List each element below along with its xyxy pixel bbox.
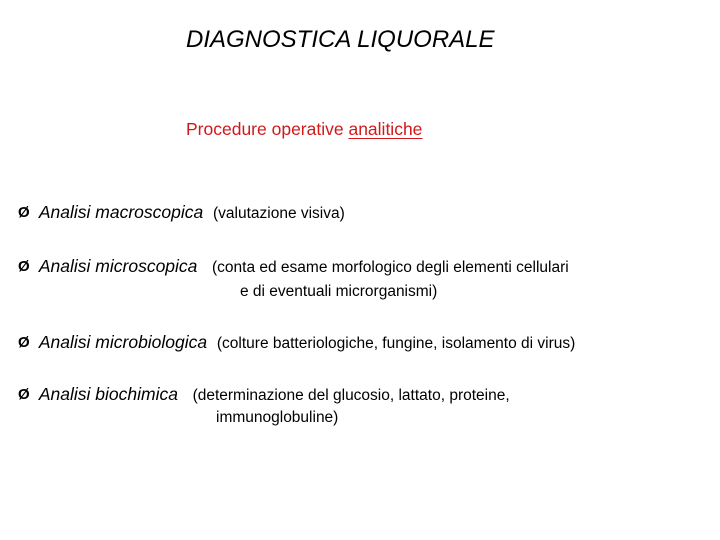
item-description: (valutazione visiva) bbox=[212, 205, 345, 222]
list-item-biochimica bbox=[18, 384, 510, 405]
list-item-microscopica bbox=[18, 256, 569, 277]
item-description: (determinazione del glucosio, lattato, proteine, bbox=[192, 387, 510, 404]
item-description: (colture batteriologiche, fungine, isolamento di virus) bbox=[216, 335, 576, 352]
page-title: DIAGNOSTICA LIQUORALE bbox=[186, 26, 495, 53]
item-term: Analisi biochimica bbox=[38, 384, 178, 404]
list-item-microbiologica bbox=[18, 332, 575, 353]
item-term: Analisi microbiologica bbox=[38, 332, 208, 352]
item-term: Analisi macroscopica bbox=[38, 202, 204, 222]
subtitle bbox=[186, 119, 422, 140]
subtitle-text: Procedure operative bbox=[186, 119, 349, 139]
arrow-bullet-icon: Ø bbox=[18, 204, 30, 221]
arrow-bullet-icon: Ø bbox=[18, 258, 30, 275]
subtitle-underlined-text: analitiche bbox=[348, 119, 423, 139]
list-item-macroscopica bbox=[18, 202, 345, 223]
item-description: (conta ed esame morfologico degli elementi cellulari bbox=[212, 259, 569, 276]
item-description-continuation: e di eventuali microrganismi) bbox=[240, 283, 438, 300]
arrow-bullet-icon: Ø bbox=[18, 334, 30, 351]
item-term: Analisi microscopica bbox=[38, 256, 198, 276]
arrow-bullet-icon: Ø bbox=[18, 386, 30, 403]
item-description-continuation: immunoglobuline) bbox=[216, 409, 339, 426]
